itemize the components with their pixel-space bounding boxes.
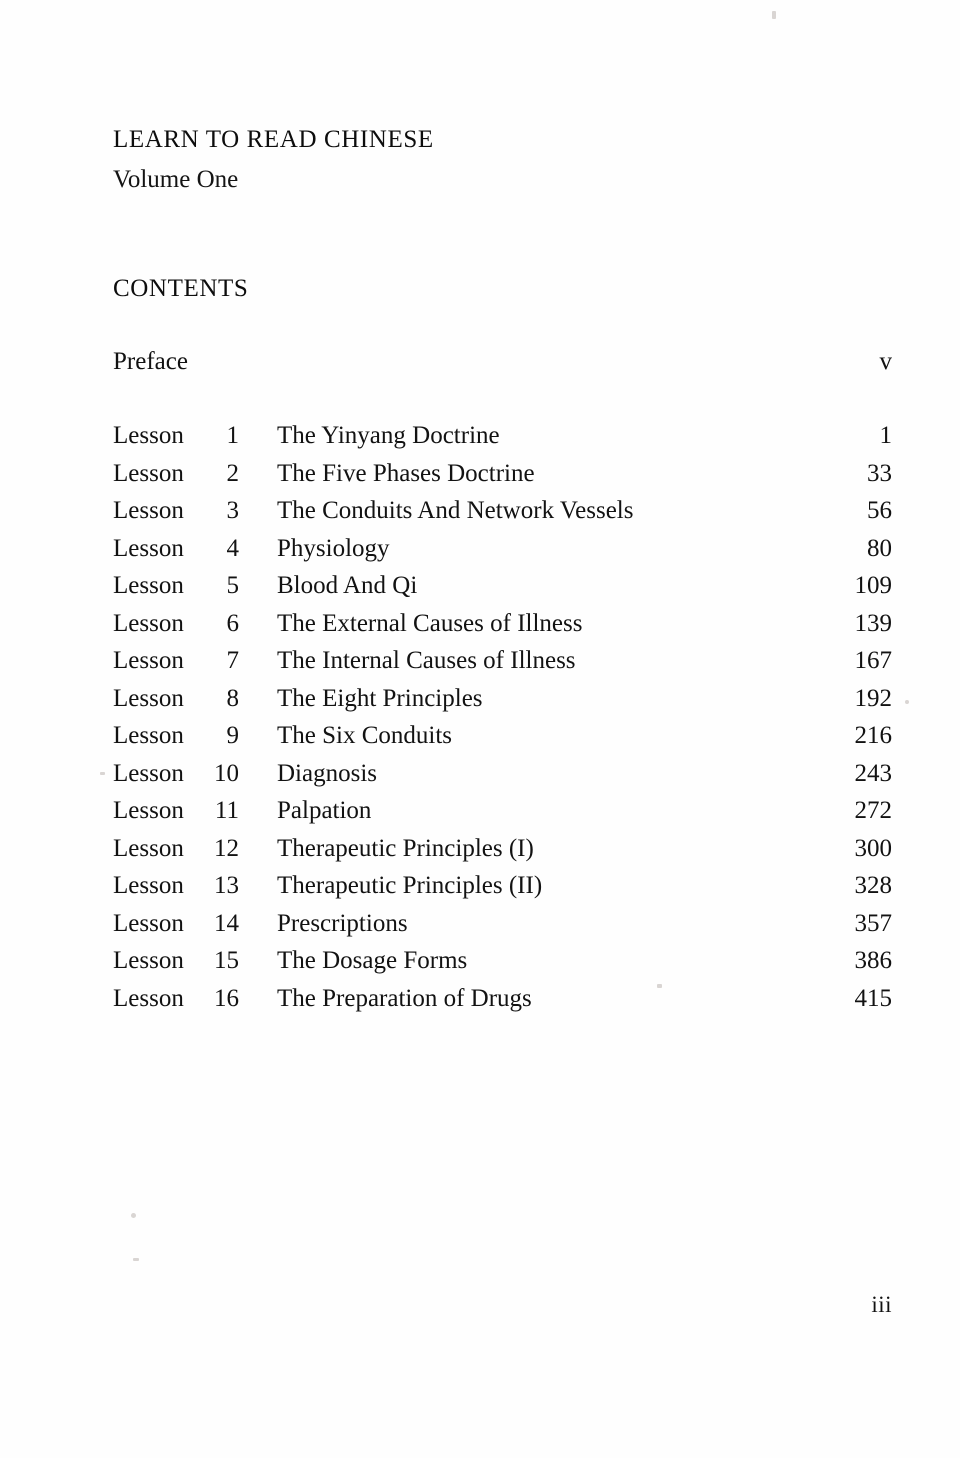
lesson-number: 5 <box>226 572 239 599</box>
scan-speck <box>100 772 105 775</box>
toc-row <box>113 910 892 948</box>
toc-entry-page-number: 139 <box>854 609 892 637</box>
lesson-word: Lesson <box>113 834 184 862</box>
lesson-word: Lesson <box>113 684 184 712</box>
lesson-word: Lesson <box>113 609 184 637</box>
toc-lesson-label <box>113 910 277 938</box>
toc-row <box>113 685 892 723</box>
toc-row <box>113 722 892 760</box>
lesson-number: 16 <box>214 984 239 1012</box>
toc-entry-title: Prescriptions <box>277 909 408 937</box>
page-folio: iii <box>871 1292 892 1317</box>
lesson-number: 8 <box>226 684 239 712</box>
toc-entry-title: Blood And Qi <box>277 572 418 599</box>
volume-label: Volume One <box>113 165 239 193</box>
toc-row <box>113 422 892 460</box>
table-of-contents <box>113 348 892 1022</box>
toc-row <box>113 947 892 985</box>
lesson-word: Lesson <box>113 797 184 824</box>
toc-entry-title: The Yinyang Doctrine <box>277 422 500 449</box>
toc-entry-title: Therapeutic Principles (II) <box>277 872 543 899</box>
toc-lesson-label <box>113 722 277 750</box>
toc-row <box>113 535 892 573</box>
toc-row <box>113 835 892 873</box>
preface-label: Preface <box>113 348 188 375</box>
toc-entry-title: The Conduits And Network Vessels <box>277 497 634 524</box>
preface-page-number: v <box>879 348 892 375</box>
lesson-number: 3 <box>226 497 239 524</box>
lesson-word: Lesson <box>113 647 184 674</box>
lesson-number: 7 <box>226 647 239 674</box>
toc-entry-page-number: 328 <box>854 872 892 899</box>
lesson-word: Lesson <box>113 759 184 787</box>
toc-entry-page-number: 1 <box>879 422 892 449</box>
toc-entry-page-number: 80 <box>867 534 892 562</box>
scan-speck <box>131 1213 136 1218</box>
book-title: LEARN TO READ CHINESE <box>113 126 434 153</box>
lesson-number: 12 <box>214 834 239 862</box>
toc-lesson-label <box>113 985 277 1013</box>
contents-heading: CONTENTS <box>113 275 249 302</box>
toc-entry-page-number: 386 <box>854 947 892 974</box>
toc-lesson-label <box>113 535 277 563</box>
toc-row <box>113 797 892 835</box>
toc-row <box>113 985 892 1023</box>
toc-lesson-label <box>113 497 277 525</box>
scan-speck <box>657 984 662 988</box>
toc-entry-page-number: 56 <box>867 497 892 524</box>
toc-lesson-label <box>113 572 277 600</box>
lesson-word: Lesson <box>113 534 184 562</box>
lesson-number: 6 <box>226 609 239 637</box>
toc-lesson-label <box>113 947 277 975</box>
toc-entry-title: Physiology <box>277 534 390 562</box>
lesson-number: 11 <box>214 797 239 824</box>
toc-lesson-label <box>113 835 277 863</box>
lesson-word: Lesson <box>113 572 184 599</box>
lesson-number: 2 <box>226 459 239 487</box>
lesson-word: Lesson <box>113 497 184 524</box>
lesson-number: 15 <box>214 947 239 974</box>
toc-row <box>113 760 892 798</box>
toc-entry-title: The Dosage Forms <box>277 947 468 974</box>
lesson-word: Lesson <box>113 947 184 974</box>
toc-entry-page-number: 167 <box>854 647 892 674</box>
toc-row-preface <box>113 348 892 385</box>
toc-row <box>113 647 892 685</box>
toc-row <box>113 872 892 910</box>
toc-entry-title: Therapeutic Principles (I) <box>277 834 534 862</box>
toc-entry-title: The Internal Causes of Illness <box>277 647 576 674</box>
toc-entry-page-number: 216 <box>854 722 892 749</box>
toc-lesson-label <box>113 460 277 488</box>
toc-lesson-label <box>113 760 277 788</box>
toc-entry-page-number: 243 <box>854 759 892 787</box>
toc-entry-title: The Six Conduits <box>277 722 453 749</box>
lesson-word: Lesson <box>113 984 184 1012</box>
toc-entry-title: The Preparation of Drugs <box>277 984 532 1012</box>
toc-row <box>113 572 892 610</box>
toc-row <box>113 497 892 535</box>
toc-entry-title: Diagnosis <box>277 759 377 787</box>
toc-entry-title: The Eight Principles <box>277 684 483 712</box>
toc-entry-page-number: 415 <box>854 984 892 1012</box>
lesson-number: 9 <box>226 722 239 749</box>
toc-entry-page-number: 357 <box>854 909 892 937</box>
toc-entry-page-number: 192 <box>854 684 892 712</box>
toc-entry-page-number: 33 <box>867 459 892 487</box>
toc-lesson-label <box>113 647 277 675</box>
toc-lesson-label <box>113 610 277 638</box>
toc-lesson-label <box>113 422 277 450</box>
toc-entry-title: Palpation <box>277 797 372 824</box>
toc-row <box>113 460 892 498</box>
book-header <box>113 124 813 196</box>
scan-speck <box>905 700 909 704</box>
scan-speck <box>772 11 776 19</box>
lesson-word: Lesson <box>113 872 184 899</box>
lesson-number: 14 <box>214 909 239 937</box>
lesson-number: 13 <box>214 872 239 899</box>
lesson-word: Lesson <box>113 909 184 937</box>
toc-lesson-label <box>113 872 277 900</box>
lesson-word: Lesson <box>113 422 184 449</box>
toc-lesson-label <box>113 797 277 825</box>
toc-entry-page-number: 300 <box>854 834 892 862</box>
toc-entry-title: The Five Phases Doctrine <box>277 459 535 487</box>
toc-entry-title: The External Causes of Illness <box>277 609 583 637</box>
lesson-number: 1 <box>226 422 239 449</box>
toc-entry-page-number: 109 <box>854 572 892 599</box>
lesson-number: 4 <box>226 534 239 562</box>
lesson-word: Lesson <box>113 722 184 749</box>
toc-row <box>113 610 892 648</box>
toc-entry-page-number: 272 <box>854 797 892 824</box>
scan-speck <box>133 1258 139 1261</box>
lesson-number: 10 <box>214 759 239 787</box>
lesson-word: Lesson <box>113 459 184 487</box>
toc-lesson-label <box>113 685 277 713</box>
